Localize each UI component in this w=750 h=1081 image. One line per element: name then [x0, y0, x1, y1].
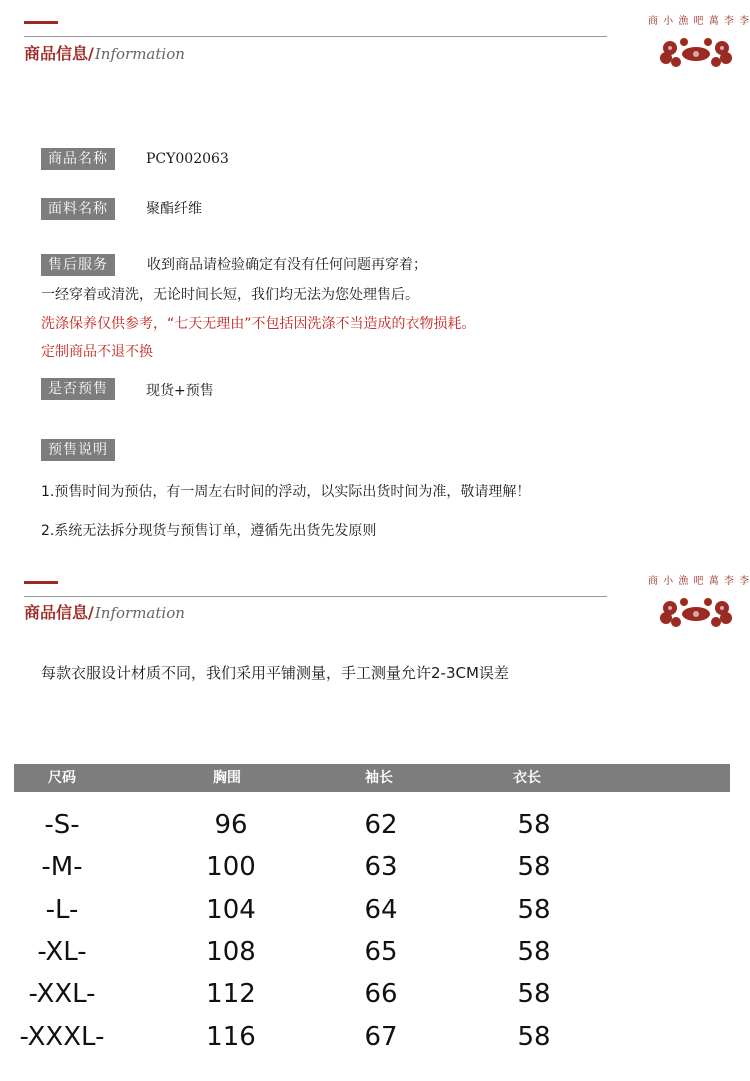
- size-cell: -XXXL-: [19, 1022, 105, 1052]
- size-table-header: [14, 764, 730, 792]
- presale-label: 是否预售: [41, 378, 115, 400]
- chest-cell: 100: [206, 852, 256, 882]
- measurement-note: 每款衣服设计材质不同，我们采用平铺测量，手工测量允许2-3CM误差: [41, 664, 509, 682]
- sleeve-cell: 66: [364, 979, 398, 1009]
- chest-cell: 96: [214, 810, 248, 840]
- custom-no-return-notice: 定制商品不退不换: [41, 344, 153, 360]
- section-accent-bar: [24, 581, 58, 584]
- section-title: 商品信息/Information: [24, 44, 185, 63]
- header-length: 衣长: [513, 770, 541, 786]
- product-name-label: 商品名称: [41, 148, 115, 170]
- length-cell: 58: [517, 937, 551, 967]
- section-divider: [24, 36, 607, 37]
- product-name-value: PCY002063: [146, 151, 229, 167]
- chest-cell: 116: [206, 1022, 256, 1052]
- length-cell: 58: [517, 979, 551, 1009]
- section-divider: [24, 596, 607, 597]
- size-cell: -L-: [45, 895, 79, 925]
- chest-cell: 108: [206, 937, 256, 967]
- size-cell: -XL-: [37, 937, 87, 967]
- section-subtitle: Information: [94, 45, 185, 63]
- size-cell: -S-: [44, 810, 80, 840]
- care-notice: 洗涤保养仅供参考，“七天无理由”不包括因洗涤不当造成的衣物损耗。: [41, 316, 476, 332]
- after-sales-line-1: 收到商品请检验确定有没有任何问题再穿着；: [147, 257, 427, 273]
- sleeve-cell: 64: [364, 895, 398, 925]
- size-cell: -XXL-: [28, 979, 96, 1009]
- header-sleeve: 袖长: [365, 770, 393, 786]
- sleeve-cell: 67: [364, 1022, 398, 1052]
- chest-cell: 112: [206, 979, 256, 1009]
- header-chest: 胸围: [213, 770, 241, 786]
- section-title: 商品信息/Information: [24, 603, 185, 622]
- brand-seal-logo: 商 小 漁 吧 萬 李 李: [648, 572, 744, 630]
- header-size: 尺码: [48, 770, 76, 786]
- length-cell: 58: [517, 852, 551, 882]
- sleeve-cell: 65: [364, 937, 398, 967]
- section-subtitle: Information: [94, 604, 185, 622]
- length-cell: 58: [517, 810, 551, 840]
- presale-note-1: 1.预售时间为预估，有一周左右时间的浮动，以实际出货时间为准，敬请理解！: [41, 484, 531, 500]
- size-cell: -M-: [41, 852, 83, 882]
- length-cell: 58: [517, 1022, 551, 1052]
- after-sales-line-2: 一经穿着或清洗，无论时间长短，我们均无法为您处理售后。: [41, 287, 419, 303]
- sleeve-cell: 62: [364, 810, 398, 840]
- section-accent-bar: [24, 21, 58, 24]
- brand-seal-logo: 商 小 漁 吧 萬 李 李: [648, 12, 744, 70]
- fabric-label: 面料名称: [41, 198, 115, 220]
- presale-note-2: 2.系统无法拆分现货与预售订单，遵循先出货先发原则: [41, 523, 377, 539]
- fabric-value: 聚酯纤维: [146, 201, 202, 217]
- presale-value: 现货+预售: [146, 383, 214, 399]
- presale-note-label: 预售说明: [41, 439, 115, 461]
- after-sales-label: 售后服务: [41, 254, 115, 276]
- length-cell: 58: [517, 895, 551, 925]
- sleeve-cell: 63: [364, 852, 398, 882]
- chest-cell: 104: [206, 895, 256, 925]
